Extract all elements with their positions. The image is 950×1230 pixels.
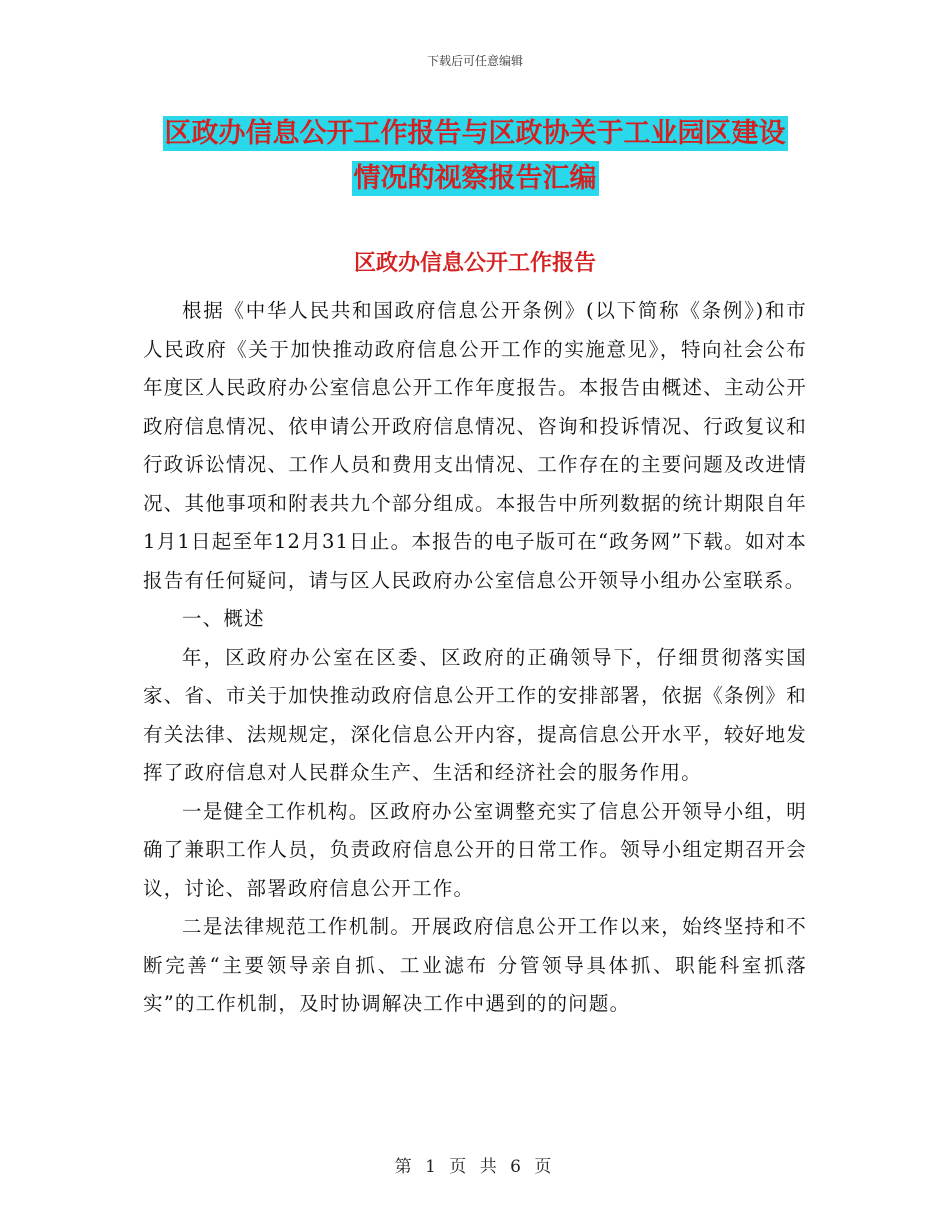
document-title-line-2 — [140, 156, 810, 195]
document-title-line-1 — [140, 111, 810, 150]
document-title-line-2-text: 情况的视察报告汇编 — [353, 163, 597, 194]
paragraph-intro: 根据《中华人民共和国政府信息公开条例》(以下简称《条例》)和市人民政府《关于加快推动政府信息公开工作的实施意见》，特向社会公布年度区人民政府办公室信息公开工作年度报告。本报告由概述、主动公开政府信息情况、依申请公开政府信息情况、咨询和投诉情况、行政复议和行政诉讼情况、工作人员和费用支出情况、工作存在的主要问题及改进情况、其他事项和附表共九个部分组成。本报告中所列数据的统计期限自年1月1日起至年12月31日止。本报告的电子版可在“政务网”下载。如对本报告有任何疑问，请与区人民政府办公室信息公开领导小组办公室联系。 — [143, 299, 807, 592]
section-title: 区政办信息公开工作报告 — [353, 251, 596, 276]
document-body — [143, 292, 807, 1024]
document-title-line-1-text: 区政办信息公开工作报告与区政协关于工业园区建设 — [164, 118, 786, 149]
paragraph-overview: 年，区政府办公室在区委、区政府的正确领导下，仔细贯彻落实国家、省、市关于加快推动政府信息公开工作的安排部署，依据《条例》和有关法律、法规规定，深化信息公开内容，提高信息公开水平，较好地发挥了政府信息对人民群众生产、生活和经济社会的服务作用。 — [143, 645, 807, 784]
page-footer: 第 1 页 共 6 页 — [394, 1157, 556, 1177]
paragraph-heading-overview: 一、概述 — [182, 607, 265, 630]
paragraph-point-1: 一是健全工作机构。区政府办公室调整充实了信息公开领导小组，明确了兼职工作人员，负责政府信息公开的日常工作。领导小组定期召开会议，讨论、部署政府信息公开工作。 — [143, 799, 807, 900]
paragraph-point-2: 二是法律规范工作机制。开展政府信息公开工作以来，始终坚持和不断完善“主要领导亲自抓、工业滤布 分管领导具体抓、职能科室抓落实”的工作机制，及时协调解决工作中遇到的的问题。 — [143, 915, 807, 1015]
header-note: 下载后可任意编辑 — [426, 54, 523, 68]
